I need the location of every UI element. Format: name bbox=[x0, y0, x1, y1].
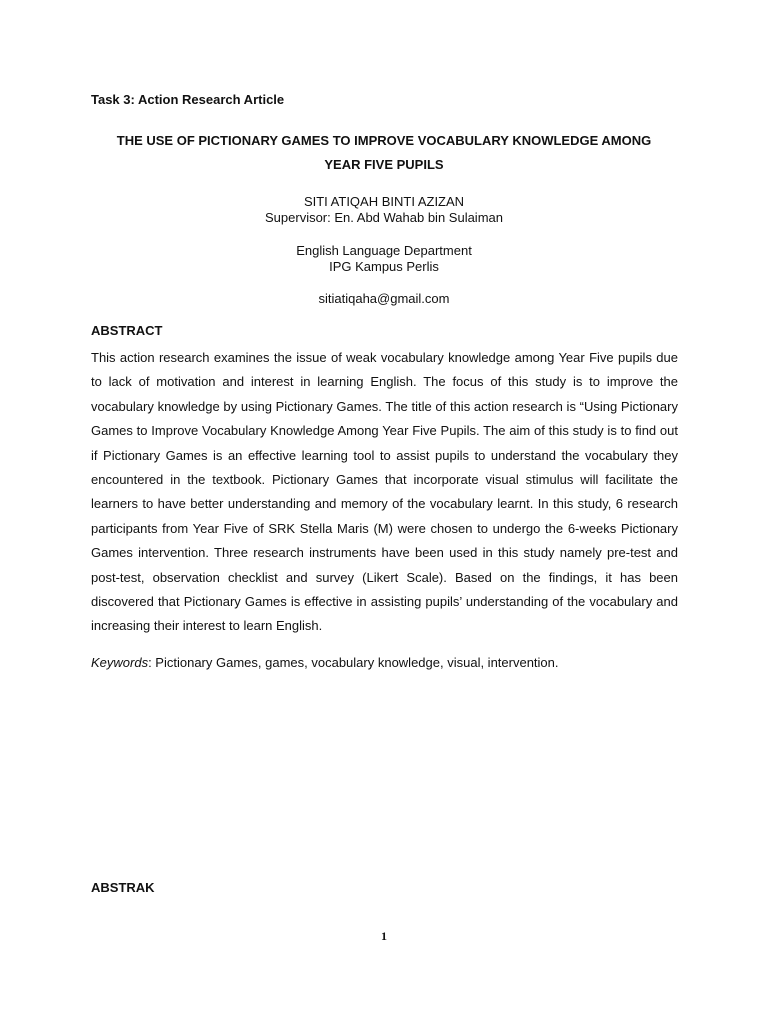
department-line: English Language Department bbox=[296, 243, 472, 258]
keywords-line bbox=[91, 654, 678, 671]
email-address: sitiatiqaha@gmail.com bbox=[318, 291, 450, 306]
task-heading: Task 3: Action Research Article bbox=[91, 92, 285, 107]
page-number: 1 bbox=[381, 929, 387, 943]
supervisor-line: Supervisor: En. Abd Wahab bin Sulaiman bbox=[265, 210, 503, 225]
abstract-paragraph: This action research examines the issue of weak vocabulary knowledge among Year Five pupils due to lack of motivation and interest in learning English. The focus of this study is to improve the vocabulary knowledge by using Pictionary Games. The title of this action research is “Using Pictionary Games to Improve Vocabulary Knowledge Among Year Five Pupils. The aim of this study is to find out if Pictionary Games is an effective learning tool to assist pupils to understand the vocabulary they encountered in the textbook. Pictionary Games that incorporate visual stimulus will facilitate the learners to have better understanding and memory of the vocabulary learnt. In this study, 6 research participants from Year Five of SRK Stella Maris (M) were chosen to undergo the 6-weeks Pictionary Games intervention. Three research instruments have been used in this study namely pre-test and post-test, observation checklist and survey (Likert Scale). Based on the findings, it has been discovered that Pictionary Games is effective in assisting pupils’ understanding of the vocabulary and increasing their interest to learn English. bbox=[91, 350, 678, 634]
paper-title-line-1: THE USE OF PICTIONARY GAMES TO IMPROVE VOCABULARY KNOWLEDGE AMONG bbox=[116, 133, 652, 148]
abstrak-heading: ABSTRAK bbox=[91, 880, 155, 895]
paper-title-line-2: YEAR FIVE PUPILS bbox=[324, 157, 444, 172]
keywords-list: : Pictionary Games, games, vocabulary knowledge, visual, intervention. bbox=[148, 655, 559, 670]
abstract-heading: ABSTRACT bbox=[91, 323, 163, 338]
institution-line: IPG Kampus Perlis bbox=[329, 259, 439, 274]
keywords-label: Keywords bbox=[91, 655, 149, 670]
author-name: SITI ATIQAH BINTI AZIZAN bbox=[303, 194, 465, 209]
paper-title bbox=[80, 129, 688, 177]
